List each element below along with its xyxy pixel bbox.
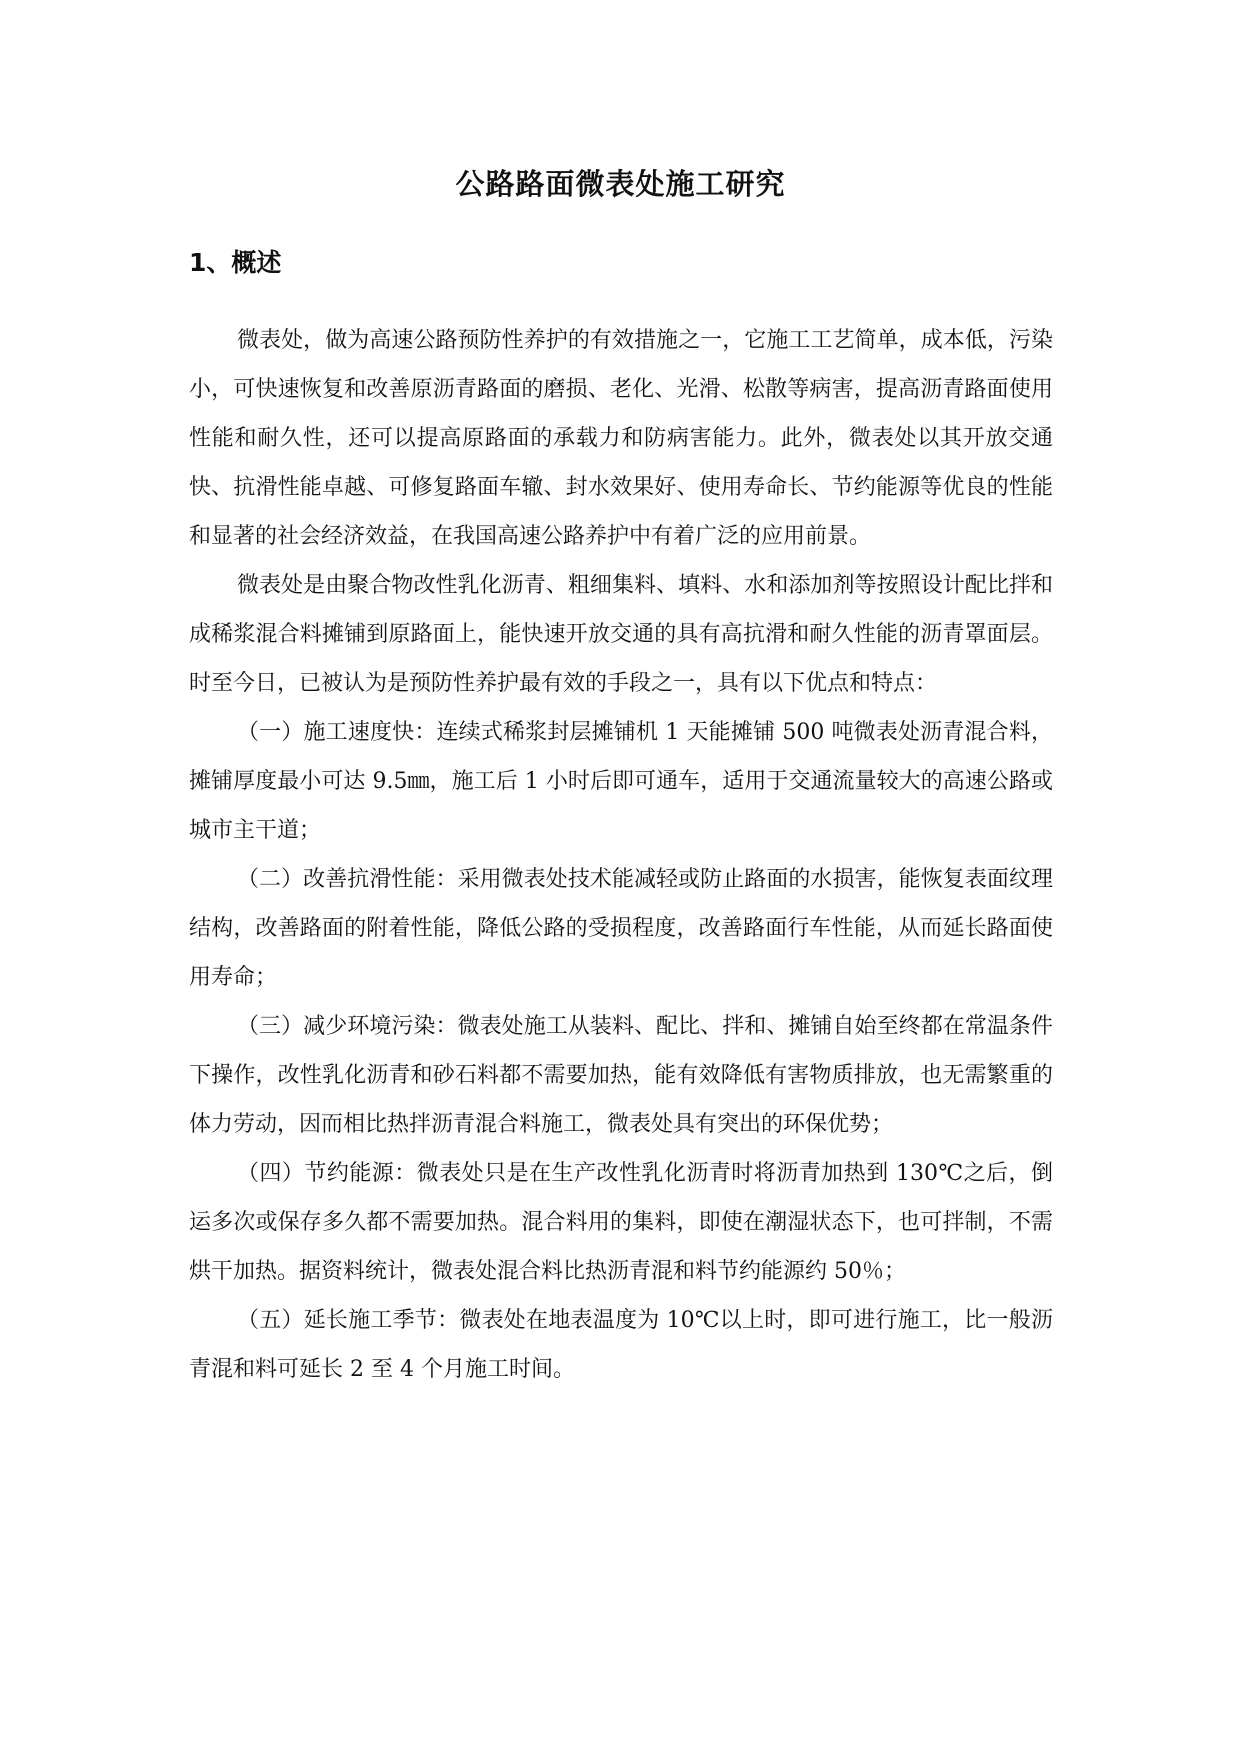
- paragraph-feature-1: （一）施工速度快：连续式稀浆封层摊铺机 1 天能摊铺 500 吨微表处沥青混合料，摊铺厚度最小可达 9.5㎜，施工后 1 小时后即可通车，适用于交通流量较大的高速公路或城市主干道；: [189, 720, 1053, 843]
- section-heading: 1、概述: [189, 248, 282, 277]
- paragraph-definition: 微表处是由聚合物改性乳化沥青、粗细集料、填料、水和添加剂等按照设计配比拌和成稀浆混合料摊铺到原路面上，能快速开放交通的具有高抗滑和耐久性能的沥青罩面层。时至今日，已被认为是预防性养护最有效的手段之一，具有以下优点和特点：: [189, 573, 1053, 696]
- document-body: [189, 316, 1053, 1394]
- paragraph-intro: 微表处，做为高速公路预防性养护的有效措施之一，它施工工艺简单，成本低，污染小，可快速恢复和改善原沥青路面的磨损、老化、光滑、松散等病害，提高沥青路面使用性能和耐久性，还可以提高原路面的承载力和防病害能力。此外，微表处以其开放交通快、抗滑性能卓越、可修复路面车辙、封水效果好、使用寿命长、节约能源等优良的性能和显著的社会经济效益，在我国高速公路养护中有着广泛的应用前景。: [189, 328, 1053, 549]
- paragraph-feature-3: （三）减少环境污染：微表处施工从装料、配比、拌和、摊铺自始至终都在常温条件下操作，改性乳化沥青和砂石料都不需要加热，能有效降低有害物质排放，也无需繁重的体力劳动，因而相比热拌沥青混合料施工，微表处具有突出的环保优势；: [189, 1014, 1053, 1137]
- paragraph-feature-5: （五）延长施工季节：微表处在地表温度为 10℃以上时，即可进行施工，比一般沥青混和料可延长 2 至 4 个月施工时间。: [189, 1308, 1053, 1382]
- document-title: 公路路面微表处施工研究: [455, 167, 786, 201]
- paragraph-feature-4: （四）节约能源：微表处只是在生产改性乳化沥青时将沥青加热到 130℃之后，倒运多次或保存多久都不需要加热。混合料用的集料，即使在潮湿状态下，也可拌制，不需烘干加热。据资料统计，微表处混合料比热沥青混和料节约能源约 50％；: [189, 1161, 1053, 1284]
- paragraph-feature-2: （二）改善抗滑性能：采用微表处技术能减轻或防止路面的水损害，能恢复表面纹理结构，改善路面的附着性能，降低公路的受损程度，改善路面行车性能，从而延长路面使用寿命；: [189, 867, 1053, 990]
